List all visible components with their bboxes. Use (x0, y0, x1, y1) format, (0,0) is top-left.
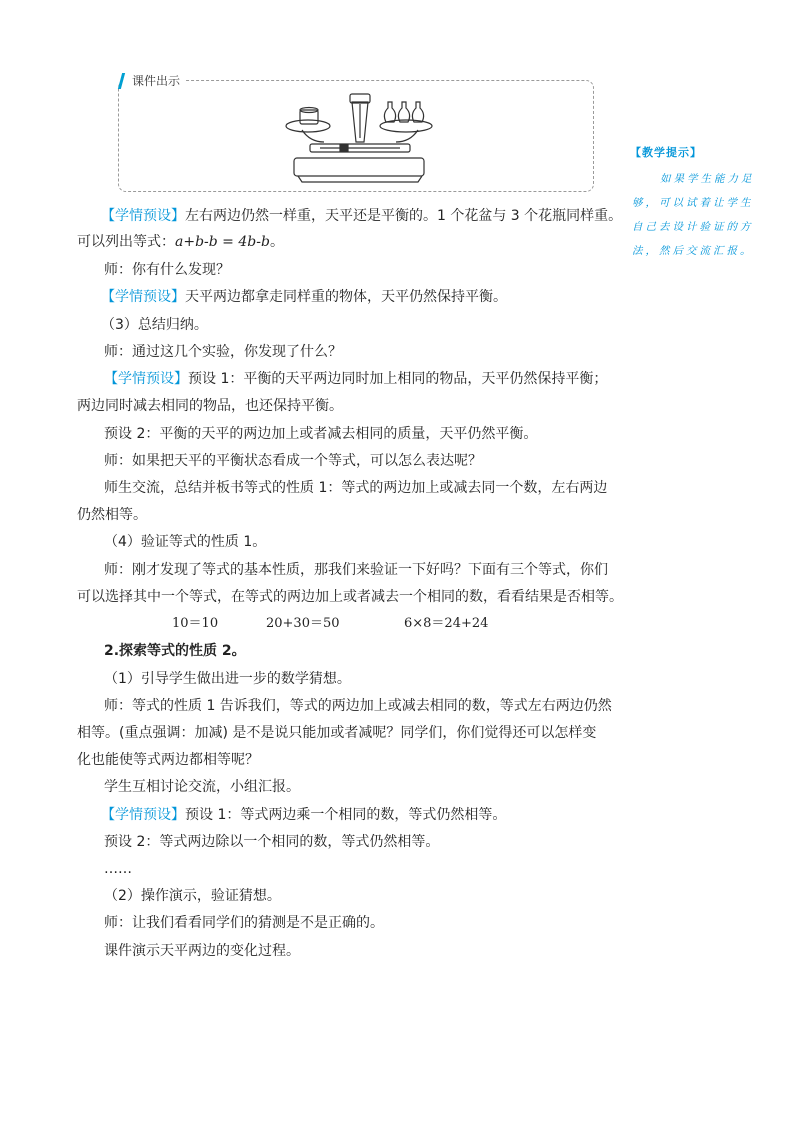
paragraph: 课件演示天平两边的变化过程。 (104, 943, 300, 959)
paragraph: 学生互相讨论交流，小组汇报。 (104, 779, 300, 795)
paragraph: 【学情预设】预设 1：等式两边乘一个相同的数，等式仍然相等。 (101, 807, 507, 823)
paragraph: 可以列出等式：a+b-b = 4b-b。 (77, 234, 284, 250)
section-heading: 2.探索等式的性质 2。 (104, 643, 246, 659)
balance-scale-illustration (280, 92, 440, 187)
paragraph: （2）操作演示，验证猜想。 (104, 888, 281, 904)
paragraph: 【学情预设】左右两边仍然一样重，天平还是平衡的。1 个花盆与 3 个花瓶同样重。 (101, 208, 623, 224)
paragraph: 相等。(重点强调：加减) 是不是说只能加或者减呢？同学们，你们觉得还可以怎样变 (77, 725, 597, 741)
paragraph: 两边同时减去相同的物品，也还保持平衡。 (77, 398, 343, 414)
paragraph: 师：等式的性质 1 告诉我们，等式的两边加上或减去相同的数，等式左右两边仍然 (104, 698, 612, 714)
paragraph: …… (104, 861, 132, 877)
teaching-tip-line: 法，然后交流汇报。 (632, 245, 754, 257)
paragraph: 预设 2：平衡的天平的两边加上或者减去相同的质量，天平仍然平衡。 (104, 426, 538, 442)
situation-preset-tag: 【学情预设】 (104, 371, 188, 387)
scale-base (294, 158, 424, 176)
paragraph: （4）验证等式的性质 1。 (104, 534, 267, 550)
teaching-tip-title: 【教学提示】 (630, 146, 702, 159)
paragraph: 师：让我们看看同学们的猜测是不是正确的。 (104, 915, 384, 931)
scale-base-foot (298, 176, 422, 182)
paragraph: 师生交流，总结并板书等式的性质 1：等式的两边加上或减去同一个数，左右两边 (104, 480, 608, 496)
paragraph: 师：通过这几个实验，你发现了什么？ (104, 344, 342, 360)
teaching-tip-line: 自己去设计验证的方 (632, 221, 754, 233)
paragraph: 仍然相等。 (77, 507, 147, 523)
paragraph: 【学情预设】天平两边都拿走同样重的物体，天平仍然保持平衡。 (101, 289, 507, 305)
vase-group (384, 102, 423, 122)
situation-preset-tag: 【学情预设】 (101, 208, 185, 224)
situation-preset-tag: 【学情预设】 (101, 807, 185, 823)
paragraph: 可以选择其中一个等式，在等式的两边加上或者减去一个相同的数，看看结果是否相等。 (77, 589, 623, 605)
teaching-tip-line: 够，可以试着让学生 (632, 197, 754, 209)
paragraph: 师：如果把天平的平衡状态看成一个等式，可以怎么表达呢？ (104, 453, 482, 469)
paragraph: 师：刚才发现了等式的基本性质，那我们来验证一下好吗？下面有三个等式，你们 (104, 562, 608, 578)
paragraph: 预设 2：等式两边除以一个相同的数，等式仍然相等。 (104, 834, 440, 850)
courseware-tag: 课件出示 (120, 70, 186, 92)
equation: a+b-b = 4b-b (175, 234, 270, 250)
equation: 10＝10 (172, 616, 219, 631)
teaching-tip-line: 如果学生能力足 (660, 173, 755, 185)
equation: 6×8＝24+24 (404, 616, 489, 631)
paragraph: （3）总结归纳。 (101, 317, 208, 333)
paragraph: 【学情预设】预设 1：平衡的天平两边同时加上相同的物品，天平仍然保持平衡； (104, 371, 608, 387)
paragraph: （1）引导学生做出进一步的数学猜想。 (104, 671, 351, 687)
situation-preset-tag: 【学情预设】 (101, 289, 185, 305)
left-pan (286, 120, 330, 132)
equation: 20+30＝50 (266, 616, 340, 631)
paragraph: 化也能使等式两边都相等呢？ (77, 752, 259, 768)
paragraph: 师：你有什么发现？ (104, 262, 230, 278)
